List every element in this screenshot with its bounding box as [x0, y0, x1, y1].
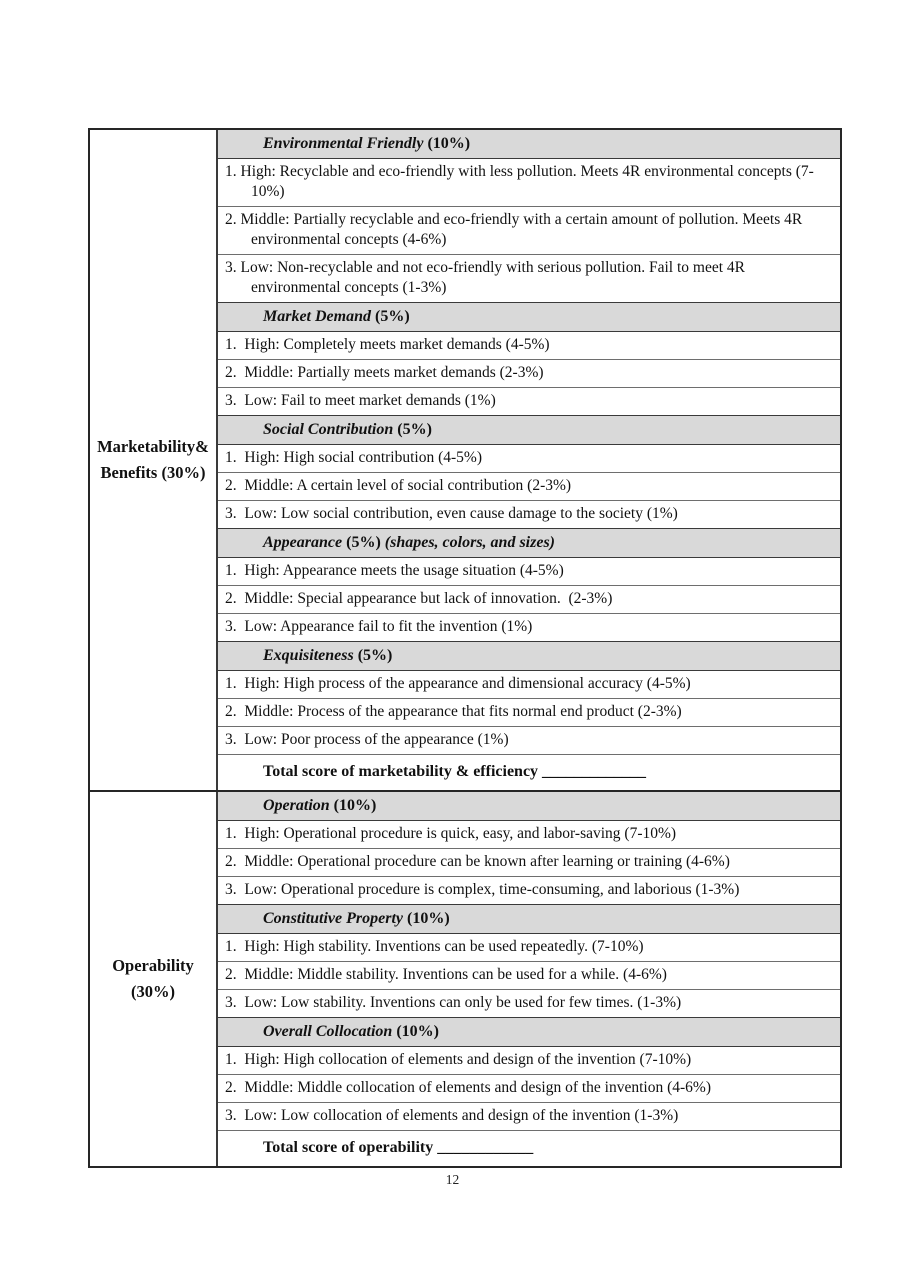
total-score-operability-row: [218, 1130, 840, 1166]
criterion-title: Social Contribution: [263, 421, 394, 438]
criterion-level-row: 3. Low: Appearance fail to fit the invention (1%): [218, 613, 840, 641]
page-number: 12: [445, 1172, 460, 1187]
criterion-level-row: 2. Middle: A certain level of social contribution (2-3%): [218, 472, 840, 500]
row-group-label-line2: (30%): [131, 982, 175, 1001]
criterion-weight: (10%): [407, 910, 450, 927]
total-score-blank-line: ____________: [437, 1139, 534, 1156]
criterion-level-row: 2. Middle: Middle stability. Inventions can be used for a while. (4-6%): [218, 961, 840, 989]
criterion-header-appearance: [218, 528, 840, 557]
row-group-label-marketability: [90, 130, 218, 790]
section-marketability: [90, 130, 840, 790]
criterion-level-row: 2. Middle: Partially recyclable and eco-friendly with a certain amount of pollution. Meets 4R environmental concepts (4-6%): [218, 206, 840, 254]
criterion-level-row: 1. High: Completely meets market demands (4-5%): [218, 331, 840, 359]
row-group-label-line2: Benefits (30%): [100, 463, 206, 482]
criterion-level-row: 3. Low: Fail to meet market demands (1%): [218, 387, 840, 415]
criterion-header-overall-collocation: [218, 1017, 840, 1046]
criterion-title: Operation: [263, 797, 330, 814]
criterion-weight: (5%): [346, 534, 381, 551]
criterion-suffix: (shapes, colors, and sizes): [384, 534, 555, 551]
row-group-label-line1: Marketability&: [97, 437, 209, 457]
criterion-title: Exquisiteness: [263, 647, 354, 664]
criterion-level-row: 3. Low: Low social contribution, even cause damage to the society (1%): [218, 500, 840, 528]
total-score-label: Total score of operability: [263, 1139, 438, 1156]
criterion-level-row: 1. High: High stability. Inventions can be used repeatedly. (7-10%): [218, 933, 840, 961]
total-score-label: Total score of marketability & efficiency: [263, 763, 543, 780]
criterion-header-social-contribution: [218, 415, 840, 444]
criterion-level-row: 1. High: Appearance meets the usage situation (4-5%): [218, 557, 840, 585]
criterion-title: Market Demand: [263, 308, 371, 325]
criterion-level-row: 1. High: High process of the appearance and dimensional accuracy (4-5%): [218, 670, 840, 698]
criterion-title: Constitutive Property: [263, 910, 403, 927]
criterion-title: Environmental Friendly: [263, 135, 424, 152]
criterion-level-row: 1. High: Operational procedure is quick, easy, and labor-saving (7-10%): [218, 820, 840, 848]
section-operability-rows: [218, 792, 840, 1166]
criterion-weight: (10%): [333, 797, 377, 814]
criterion-level-row: 1. High: Recyclable and eco-friendly with less pollution. Meets 4R environmental concepts (7-10%): [218, 158, 840, 206]
criterion-weight: (5%): [397, 421, 432, 438]
criterion-level-row: 3. Low: Operational procedure is complex, time-consuming, and laborious (1-3%): [218, 876, 840, 904]
criterion-header-market-demand: [218, 302, 840, 331]
criterion-level-row: 1. High: High collocation of elements and design of the invention (7-10%): [218, 1046, 840, 1074]
total-score-marketability-row: [218, 754, 840, 790]
criterion-level-row: 2. Middle: Special appearance but lack of innovation. (2-3%): [218, 585, 840, 613]
criterion-level-row: 3. Low: Low stability. Inventions can only be used for few times. (1-3%): [218, 989, 840, 1017]
criterion-weight: (5%): [375, 308, 410, 325]
criterion-header-exquisiteness: [218, 641, 840, 670]
section-marketability-rows: [218, 130, 840, 790]
criterion-title: Overall Collocation: [263, 1023, 393, 1040]
criterion-weight: (5%): [357, 647, 393, 664]
row-group-label-operability: [90, 792, 218, 1166]
criterion-level-row: 3. Low: Low collocation of elements and design of the invention (1-3%): [218, 1102, 840, 1130]
rubric-table: [88, 128, 842, 1168]
criterion-header-constitutive-property: [218, 904, 840, 933]
total-score-blank-line: _____________: [542, 763, 647, 780]
criterion-level-row: 1. High: High social contribution (4-5%): [218, 444, 840, 472]
row-group-label-line1: Operability: [112, 956, 194, 976]
criterion-title: Appearance: [263, 534, 343, 551]
criterion-header-environmental-friendly: [218, 130, 840, 158]
criterion-header-operation: [218, 792, 840, 820]
criterion-level-row: 2. Middle: Operational procedure can be known after learning or training (4-6%): [218, 848, 840, 876]
criterion-level-row: 3. Low: Poor process of the appearance (1%): [218, 726, 840, 754]
criterion-level-row: 3. Low: Non-recyclable and not eco-friendly with serious pollution. Fail to meet 4R environmental concepts (1-3%): [218, 254, 840, 302]
criterion-weight: (10%): [396, 1023, 439, 1040]
criterion-level-row: 2. Middle: Middle collocation of elements and design of the invention (4-6%): [218, 1074, 840, 1102]
section-operability: [90, 790, 840, 1166]
criterion-weight: (10%): [427, 135, 471, 152]
criterion-level-row: 2. Middle: Partially meets market demands (2-3%): [218, 359, 840, 387]
criterion-level-row: 2. Middle: Process of the appearance that fits normal end product (2-3%): [218, 698, 840, 726]
